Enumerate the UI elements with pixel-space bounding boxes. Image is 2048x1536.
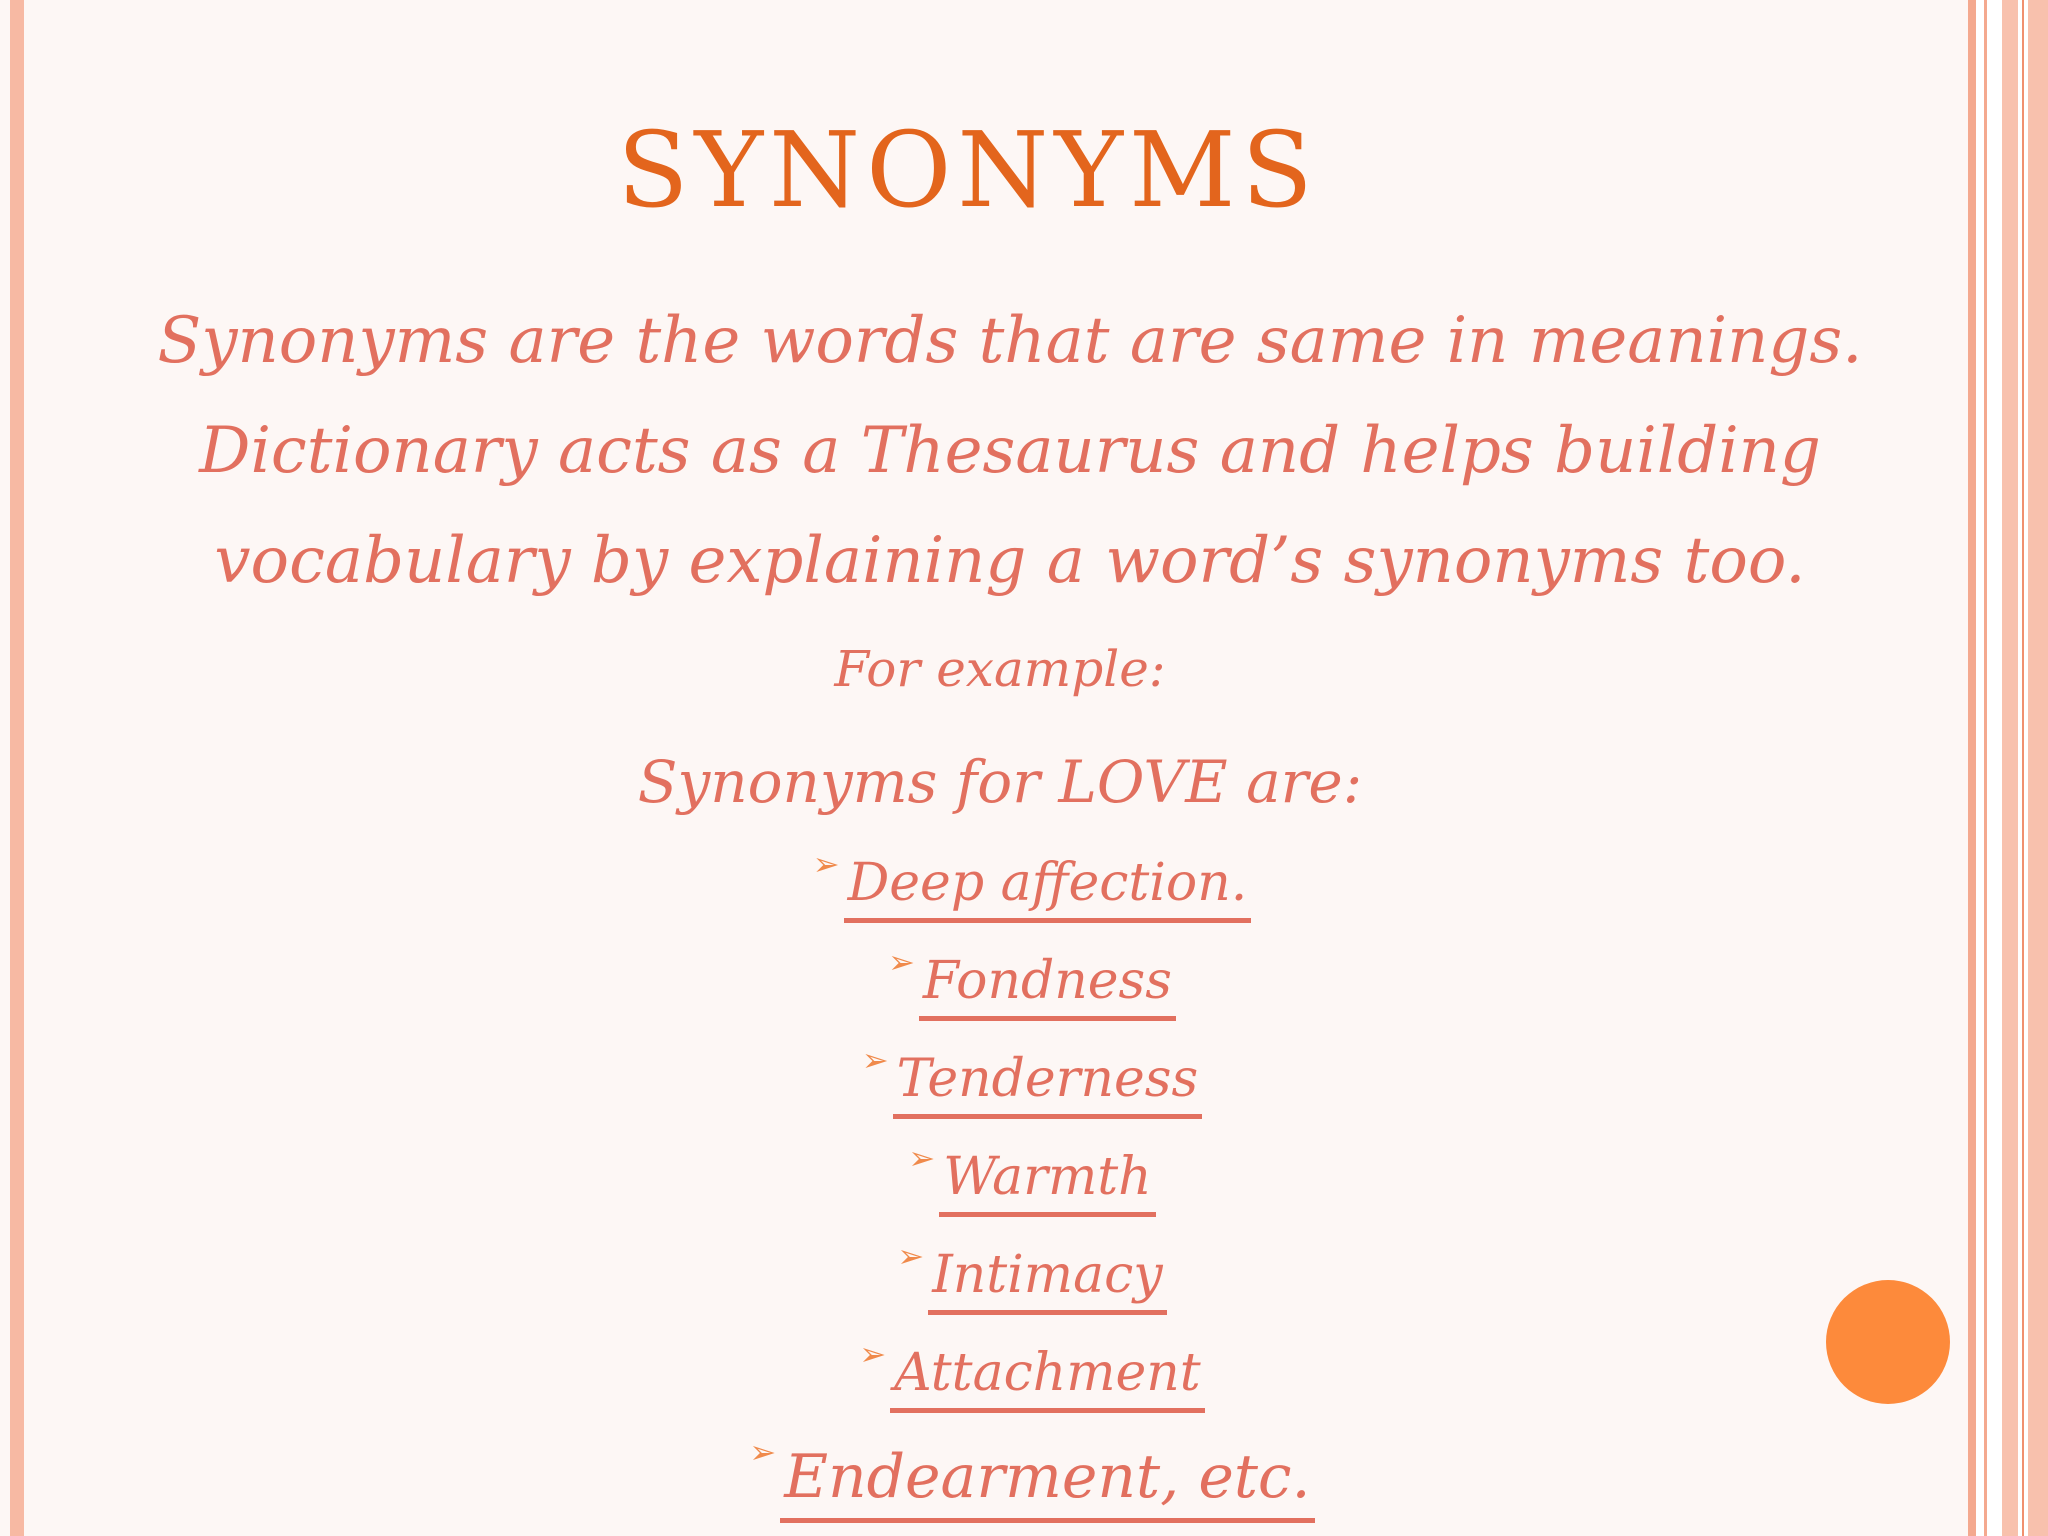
synonym-link-tenderness[interactable]: Tenderness — [893, 1044, 1202, 1119]
list-item — [0, 845, 2048, 946]
arrow-bullet-icon: ➢ — [749, 1433, 777, 1471]
example-label: For example: — [834, 640, 1166, 698]
synonym-link-intimacy[interactable]: Intimacy — [928, 1240, 1166, 1315]
arrow-bullet-icon: ➢ — [888, 943, 915, 981]
list-item — [0, 943, 2048, 1044]
synonym-link-warmth[interactable]: Warmth — [939, 1142, 1155, 1217]
synonyms-heading: Synonyms for LOVE are: — [637, 748, 1363, 816]
arrow-bullet-icon: ➢ — [859, 1335, 887, 1373]
list-item — [0, 1433, 2048, 1536]
arrow-bullet-icon: ➢ — [861, 1041, 889, 1079]
synonym-link-endearment[interactable]: Endearment, etc. — [780, 1436, 1314, 1523]
definition-line: Synonyms are the words that are same in meanings. — [157, 304, 1863, 378]
list-item — [0, 1237, 2048, 1338]
definition-line: vocabulary by explaining a word’s synonyms too. — [214, 524, 1806, 598]
arrow-bullet-icon: ➢ — [897, 1237, 925, 1275]
list-item — [0, 1139, 2048, 1240]
list-item — [0, 1041, 2048, 1142]
synonym-link-fondness[interactable]: Fondness — [919, 946, 1176, 1021]
definition-paragraph — [40, 286, 1980, 616]
synonym-link-deep-affection[interactable]: Deep affection. — [844, 848, 1252, 923]
synonym-list — [0, 845, 2048, 1536]
definition-line: Dictionary acts as a Thesaurus and helps building — [199, 414, 1821, 488]
synonym-link-attachment[interactable]: Attachment — [890, 1338, 1205, 1413]
list-item — [0, 1335, 2048, 1436]
arrow-bullet-icon: ➢ — [812, 845, 840, 883]
slide-title: SYNONYMS — [617, 109, 1319, 231]
arrow-bullet-icon: ➢ — [908, 1139, 936, 1177]
